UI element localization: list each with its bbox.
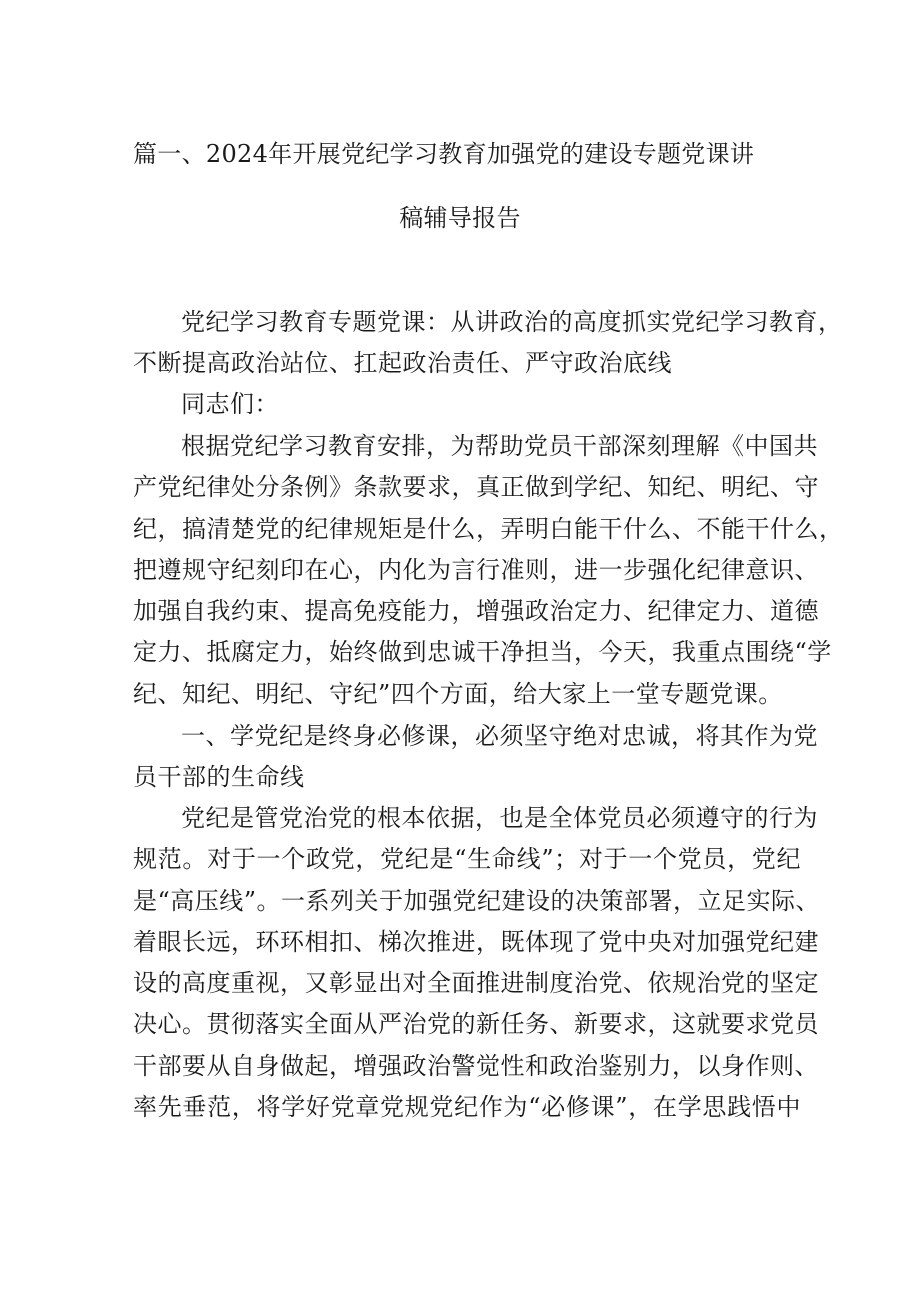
document-title-line-2: 稿辅导报告 xyxy=(399,204,521,232)
text-line: 产党纪律处分条例》条款要求，真正做到学纪、知纪、明纪、守 xyxy=(133,473,819,502)
text-line: 党纪学习教育专题党课：从讲政治的高度抓实党纪学习教育， xyxy=(181,308,843,336)
paragraph-lesson-subtitle xyxy=(133,302,843,385)
text-line: 规范。对于一个政党，党纪是“生命线”；对于一个党员，党纪 xyxy=(133,845,801,874)
text-line: 根据党纪学习教育安排，为帮助党员干部深刻理解《中国共 xyxy=(181,432,818,460)
text-line: 纪，搞清楚党的纪律规矩是什么，弄明白能干什么、不能干什么， xyxy=(133,514,844,543)
text-line: 率先垂范，将学好党章党规党纪作为“必修课”，在学思践悟中 xyxy=(133,1093,801,1122)
text-line: 党纪是管党治党的根本依据，也是全体党员必须遵守的行为 xyxy=(181,804,818,832)
document-title-line-1: 篇一、2024年开展党纪学习教育加强党的建设专题党课讲 xyxy=(133,140,755,168)
text-line: 设的高度重视，又彰显出对全面推进制度治党、依规治党的坚定 xyxy=(133,969,819,998)
text-line: 不断提高政治站位、扛起政治责任、严守政治底线 xyxy=(133,349,672,378)
text-line: 同志们： xyxy=(181,390,279,418)
text-line: 定力、抵腐定力，始终做到忠诚干净担当，今天，我重点围绕“学 xyxy=(133,638,832,667)
paragraph-introduction xyxy=(133,426,844,715)
paragraph-salutation xyxy=(133,384,801,425)
section-heading-1 xyxy=(133,716,818,799)
text-line: 着眼长远，环环相扣、梯次推进，既体现了党中央对加强党纪建 xyxy=(133,927,819,956)
text-line: 加强自我约束、提高免疫能力，增强政治定力、纪律定力、道德 xyxy=(133,597,819,626)
text-line: 纪、知纪、明纪、守纪”四个方面，给大家上一堂专题党课。 xyxy=(133,679,783,708)
text-line: 一、学党纪是终身必修课，必须坚守绝对忠诚，将其作为党 xyxy=(181,722,818,750)
paragraph-section-1-body xyxy=(133,798,821,1128)
text-line: 员干部的生命线 xyxy=(133,763,305,792)
text-line: 决心。贯彻落实全面从严治党的新任务、新要求，这就要求党员 xyxy=(133,1010,819,1039)
text-line: 干部要从自身做起，增强政治警觉性和政治鉴别力，以身作则、 xyxy=(133,1051,819,1080)
text-line: 把遵规守纪刻印在心，内化为言行准则，进一步强化纪律意识、 xyxy=(133,555,819,584)
text-line: 是“高压线”。一系列关于加强党纪建设的决策部署，立足实际、 xyxy=(133,886,821,915)
